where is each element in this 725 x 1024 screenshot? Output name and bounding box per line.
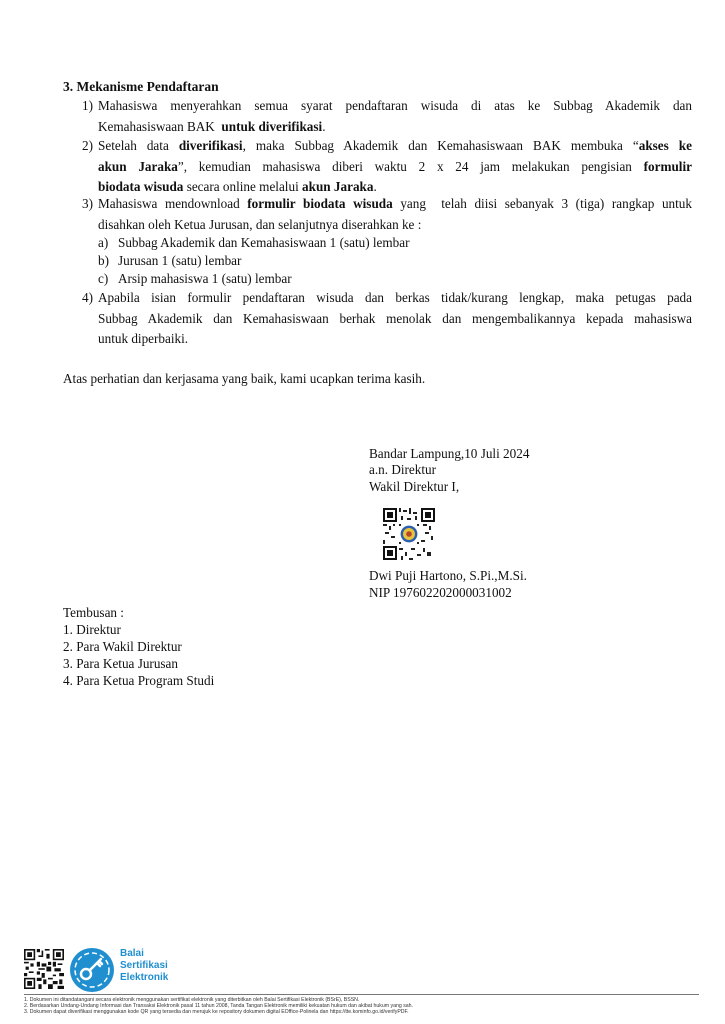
footnote-3: 3. Dokumen dapat diverifikasi menggunakan kode QR yang tersedia dan merujuk ke repository dokumen digital EOffice-Polinela dan https://tte.kominfo.go.id/verifyPDF. bbox=[24, 1009, 409, 1015]
step-4-line-2: Subbag Akademik dan Kemahasiswaan berhak menolak dan mengembalikannya kepada mahasiswa bbox=[98, 310, 692, 326]
step-3-sub-a: a) Subbag Akademik dan Kemahasiswaan 1 (satu) lembar bbox=[98, 234, 410, 250]
step-3-sub-c: c) Arsip mahasiswa 1 (satu) lembar bbox=[98, 270, 292, 286]
step-4-line-3: untuk diperbaiki. bbox=[98, 331, 189, 346]
bsre-logo bbox=[68, 946, 116, 994]
step-2-number: 2) bbox=[82, 138, 93, 153]
tembusan-item: 1. Direktur bbox=[63, 622, 121, 637]
signature-on-behalf: a.n. Direktur bbox=[369, 462, 437, 477]
signature-qr-code bbox=[383, 508, 435, 560]
signature-position: Wakil Direktur I, bbox=[369, 479, 460, 494]
step-3-sub-b: b) Jurusan 1 (satu) lembar bbox=[98, 252, 242, 268]
bsre-brand-text: Balai Sertifikasi Elektronik bbox=[120, 948, 169, 983]
tembusan-item: 3. Para Ketua Jurusan bbox=[63, 656, 178, 671]
step-3-number: 3) bbox=[82, 196, 93, 211]
footer-divider bbox=[24, 994, 699, 995]
step-1-number: 1) bbox=[82, 98, 93, 113]
tembusan-title: Tembusan : bbox=[63, 605, 124, 620]
step-2-line-2: akun Jaraka”, kemudian mahasiswa diberi waktu 2 x 24 jam melakukan pengisian formulir bbox=[98, 158, 692, 174]
footnote-1: 1. Dokumen ini ditandatangani secara elektronik menggunakan sertifikat elektronik yang diterbitkan oleh Balai Sertifikasi Elektronik (BSrE), BSSN. bbox=[24, 997, 360, 1003]
signer-nip: NIP 197602202000031002 bbox=[369, 585, 512, 600]
tembusan-item: 2. Para Wakil Direktur bbox=[63, 639, 182, 654]
footnote-2: 2. Berdasarkan Undang-Undang Informasi dan Transaksi Elektronik pasal 11 tahun 2008, Tanda Tangan Elektronik memiliki kekuatan hukum dan akibat hukum yang sah. bbox=[24, 1003, 414, 1009]
step-2-line-1: Setelah data diverifikasi, maka Subbag Akademik dan Kemahasiswaan BAK membuka “akses ke bbox=[98, 138, 692, 153]
step-4-number: 4) bbox=[82, 290, 93, 305]
step-1-line-2: Kemahasiswaan BAK untuk diverifikasi. bbox=[98, 118, 326, 134]
footer-qr-code bbox=[24, 949, 64, 989]
signature-place-date: Bandar Lampung,10 Juli 2024 bbox=[369, 446, 530, 461]
step-3-line-2: disahkan oleh Ketua Jurusan, dan selanjutnya diserahkan ke : bbox=[98, 216, 422, 232]
step-2-line-3: biodata wisuda secara online melalui akun Jaraka. bbox=[98, 179, 377, 194]
closing-sentence: Atas perhatian dan kerjasama yang baik, kami ucapkan terima kasih. bbox=[63, 371, 426, 386]
step-4-line-1: Apabila isian formulir pendaftaran wisuda dan berkas tidak/kurang lengkap, maka petugas pada bbox=[98, 290, 692, 305]
step-3-line-1: Mahasiswa mendownload formulir biodata wisuda yang telah diisi sebanyak 3 (tiga) rangkap untuk bbox=[98, 196, 692, 211]
signer-name: Dwi Puji Hartono, S.Pi.,M.Si. bbox=[369, 568, 527, 583]
tembusan-item: 4. Para Ketua Program Studi bbox=[63, 673, 215, 688]
section-title: 3. Mekanisme Pendaftaran bbox=[63, 79, 219, 94]
step-1-line-1: Mahasiswa menyerahkan semua syarat pendaftaran wisuda di atas ke Subbag Akademik dan bbox=[98, 98, 692, 113]
